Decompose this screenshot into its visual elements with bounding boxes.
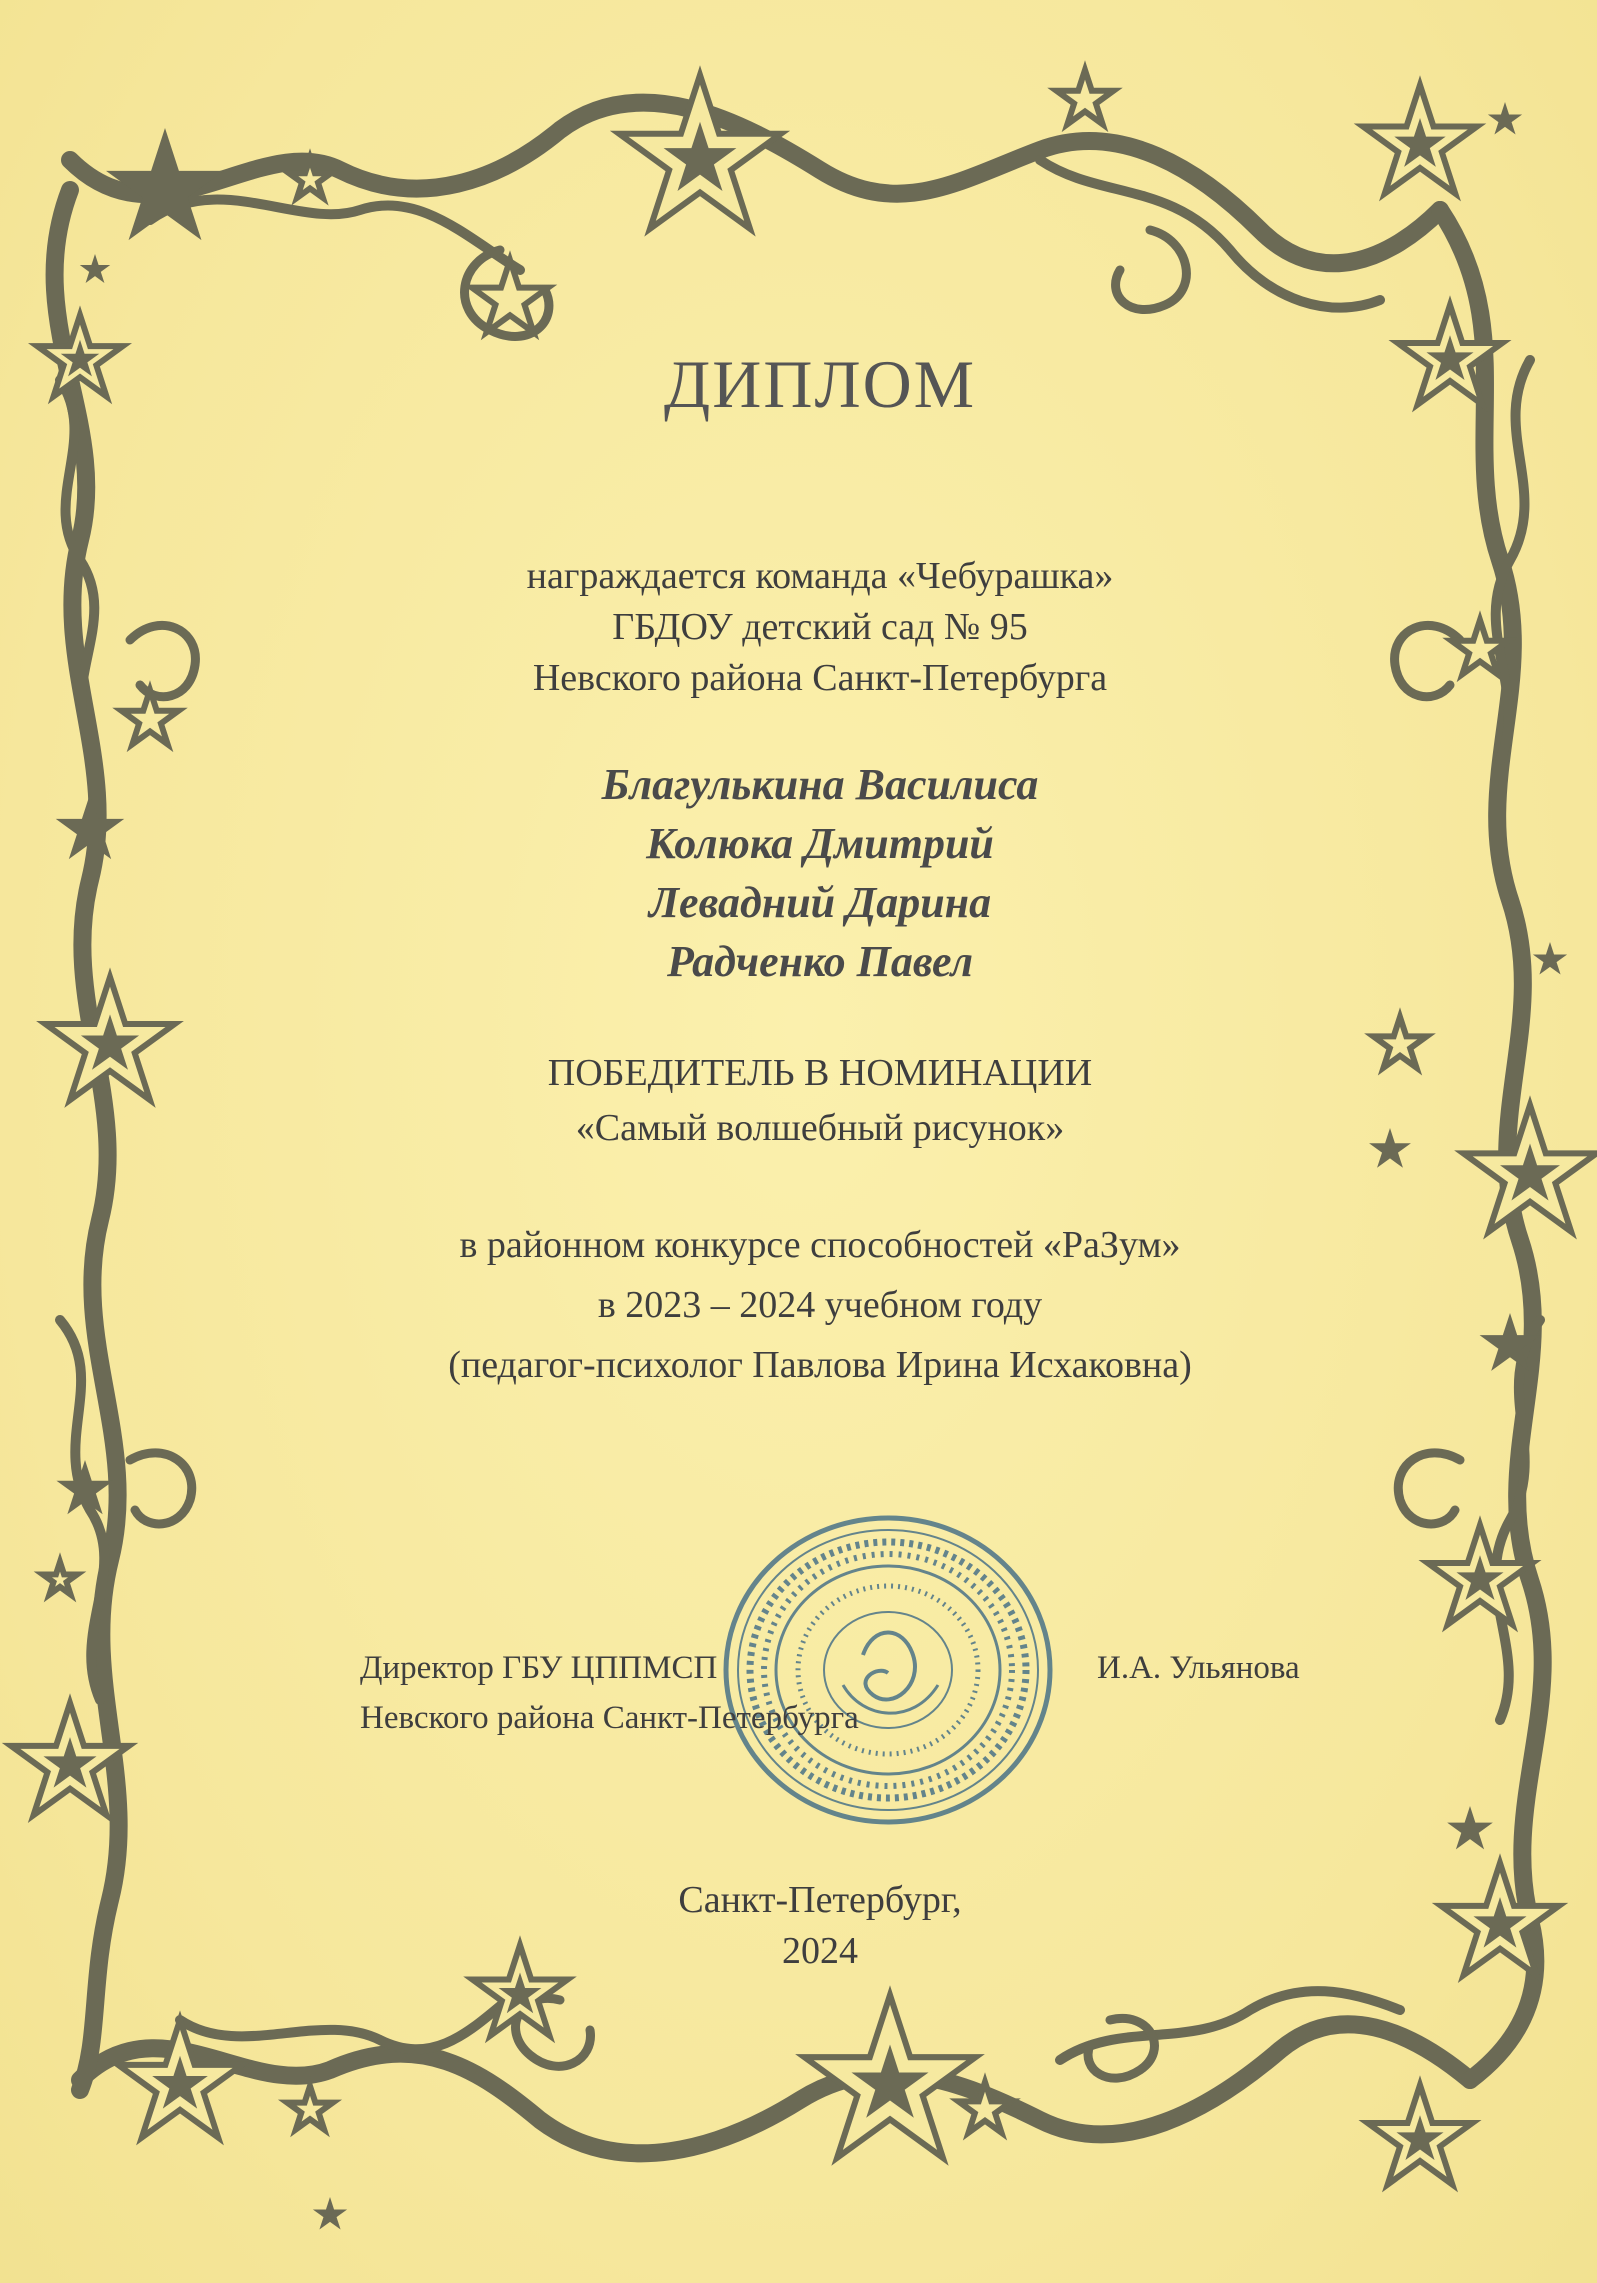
border-star-icon xyxy=(1056,70,1113,124)
teacher-line: (педагог-психолог Павлова Ирина Исхаковна) xyxy=(448,1344,1192,1386)
organization-line-2: Невского района Санкт-Петербурга xyxy=(532,657,1108,699)
border-star-icon xyxy=(1447,1806,1493,1849)
contest-line: в районном конкурсе способностей «РаЗум» xyxy=(459,1224,1181,1266)
year-line: 2024 xyxy=(782,1930,858,1972)
round-seal-stamp-icon xyxy=(713,1505,1063,1835)
awarded-line: награждается команда «Чебурашка» xyxy=(526,555,1114,597)
diploma-title: ДИПЛОМ xyxy=(663,346,977,422)
border-star-icon xyxy=(313,2197,347,2230)
organization-line-1: ГБДОУ детский сад № 95 xyxy=(612,606,1028,648)
school-year-line: в 2023 – 2024 учебном году xyxy=(597,1284,1043,1326)
team-member: Колюка Дмитрий xyxy=(646,819,994,868)
signer-position-line-1: Директор ГБУ ЦППМСП xyxy=(360,1650,718,1686)
nomination-name: «Самый волшебный рисунок» xyxy=(575,1107,1065,1149)
border-star-icon xyxy=(287,2086,333,2129)
signer-position-line-2: Невского района Санкт-Петербурга xyxy=(360,1700,859,1736)
place-line: Санкт-Петербург, xyxy=(678,1879,962,1921)
team-member: Радченко Павел xyxy=(666,937,974,986)
border-star-icon xyxy=(1488,102,1522,135)
team-member: Левадний Дарина xyxy=(648,878,992,927)
nomination-heading: ПОБЕДИТЕЛЬ В НОМИНАЦИИ xyxy=(547,1052,1093,1094)
signer-name: И.А. Ульянова xyxy=(1097,1650,1300,1686)
border-star-icon xyxy=(80,254,110,283)
border-star-icon xyxy=(43,1562,77,1595)
team-member: Благулькина Василиса xyxy=(601,760,1039,809)
